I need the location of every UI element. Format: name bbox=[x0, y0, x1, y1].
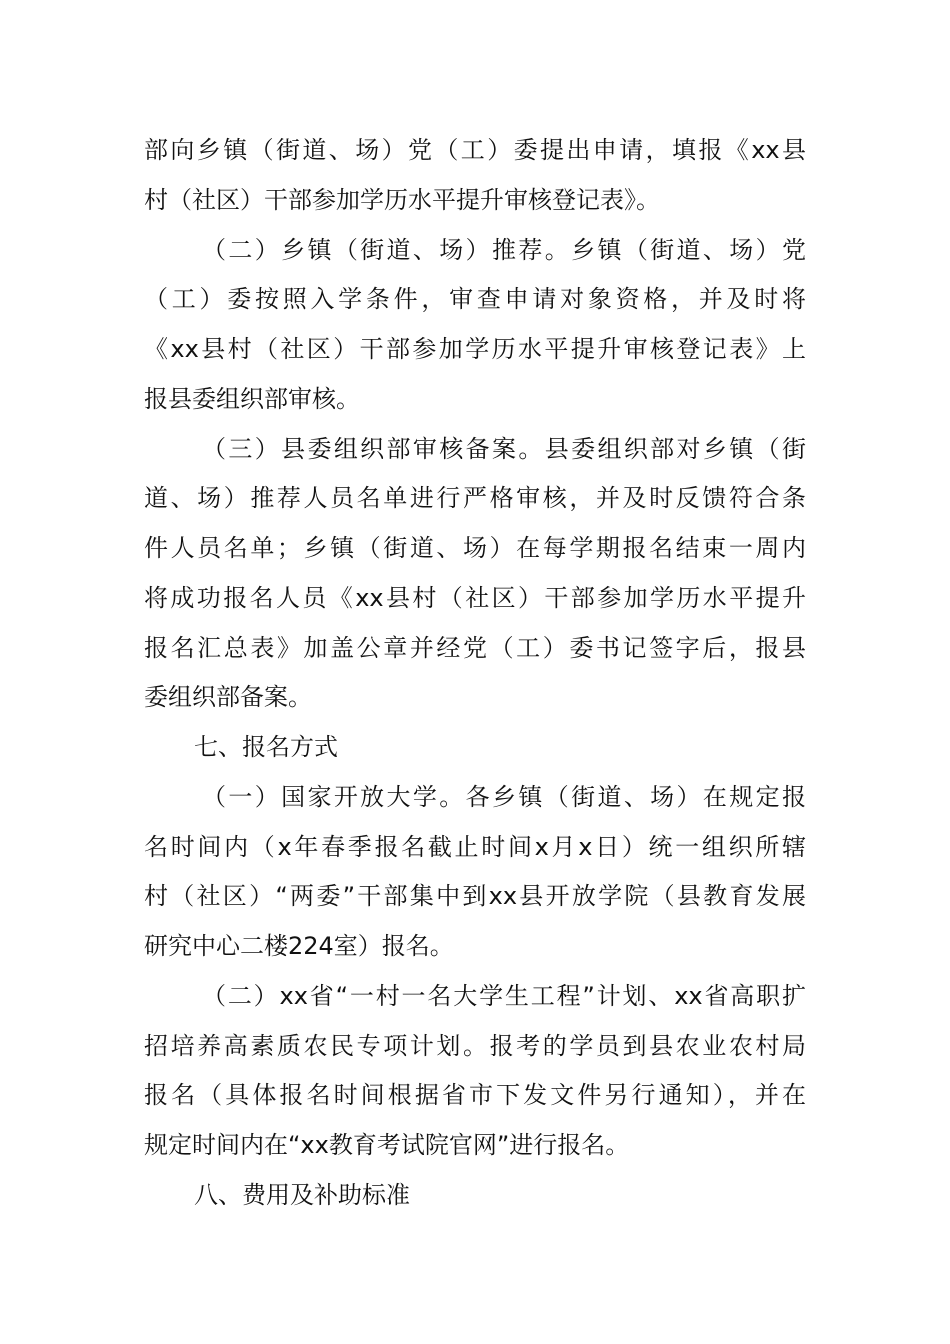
paragraph-line: 村（社区）干部参加学历水平提升审核登记表》。 bbox=[144, 185, 660, 214]
paragraph-line: 件人员名单；乡镇（街道、场）在每学期报名结束一周内 bbox=[144, 534, 806, 562]
paragraph-line: 《xx县村（社区）干部参加学历水平提升审核登记表》上 bbox=[144, 335, 806, 363]
paragraph-line: 道、场）推荐人员名单进行严格审核，并及时反馈符合条 bbox=[144, 484, 806, 513]
paragraph-line: 报名（具体报名时间根据省市下发文件另行通知），并在 bbox=[144, 1081, 806, 1110]
paragraph-line: 名时间内（x年春季报名截止时间x月x日）统一组织所辖 bbox=[144, 832, 806, 861]
paragraph-line: （二）乡镇（街道、场）推荐。乡镇（街道、场）党 bbox=[202, 235, 806, 264]
paragraph-line: 规定时间内在“xx教育考试院官网”进行报名。 bbox=[144, 1131, 630, 1159]
paragraph-line: （三）县委组织部审核备案。县委组织部对乡镇（街 bbox=[202, 434, 806, 463]
paragraph-line: 将成功报名人员《xx县村（社区）干部参加学历水平提升 bbox=[144, 583, 806, 612]
section-heading: 八、费用及补助标准 bbox=[194, 1180, 410, 1209]
paragraph-line: 研究中心二楼224室）报名。 bbox=[144, 932, 454, 960]
paragraph-line: 报县委组织部审核。 bbox=[144, 384, 360, 413]
paragraph-line: （一）国家开放大学。各乡镇（街道、场）在规定报 bbox=[202, 782, 806, 811]
paragraph-line: （二）xx省“一村一名大学生工程”计划、xx省高职扩 bbox=[202, 981, 806, 1010]
section-heading: 七、报名方式 bbox=[194, 733, 338, 761]
paragraph-line: 部向乡镇（街道、场）党（工）委提出申请，填报《xx县 bbox=[144, 136, 806, 164]
paragraph-line: 村（社区）“两委”干部集中到xx县开放学院（县教育发展 bbox=[144, 882, 806, 911]
paragraph-line: 委组织部备案。 bbox=[144, 683, 312, 712]
document-body bbox=[144, 126, 806, 1221]
paragraph-line: 招培养高素质农民专项计划。报考的学员到县农业农村局 bbox=[144, 1031, 806, 1060]
paragraph-line: 报名汇总表》加盖公章并经党（工）委书记签字后，报县 bbox=[144, 633, 806, 662]
paragraph-line: （工）委按照入学条件，审查申请对象资格，并及时将 bbox=[144, 285, 806, 314]
